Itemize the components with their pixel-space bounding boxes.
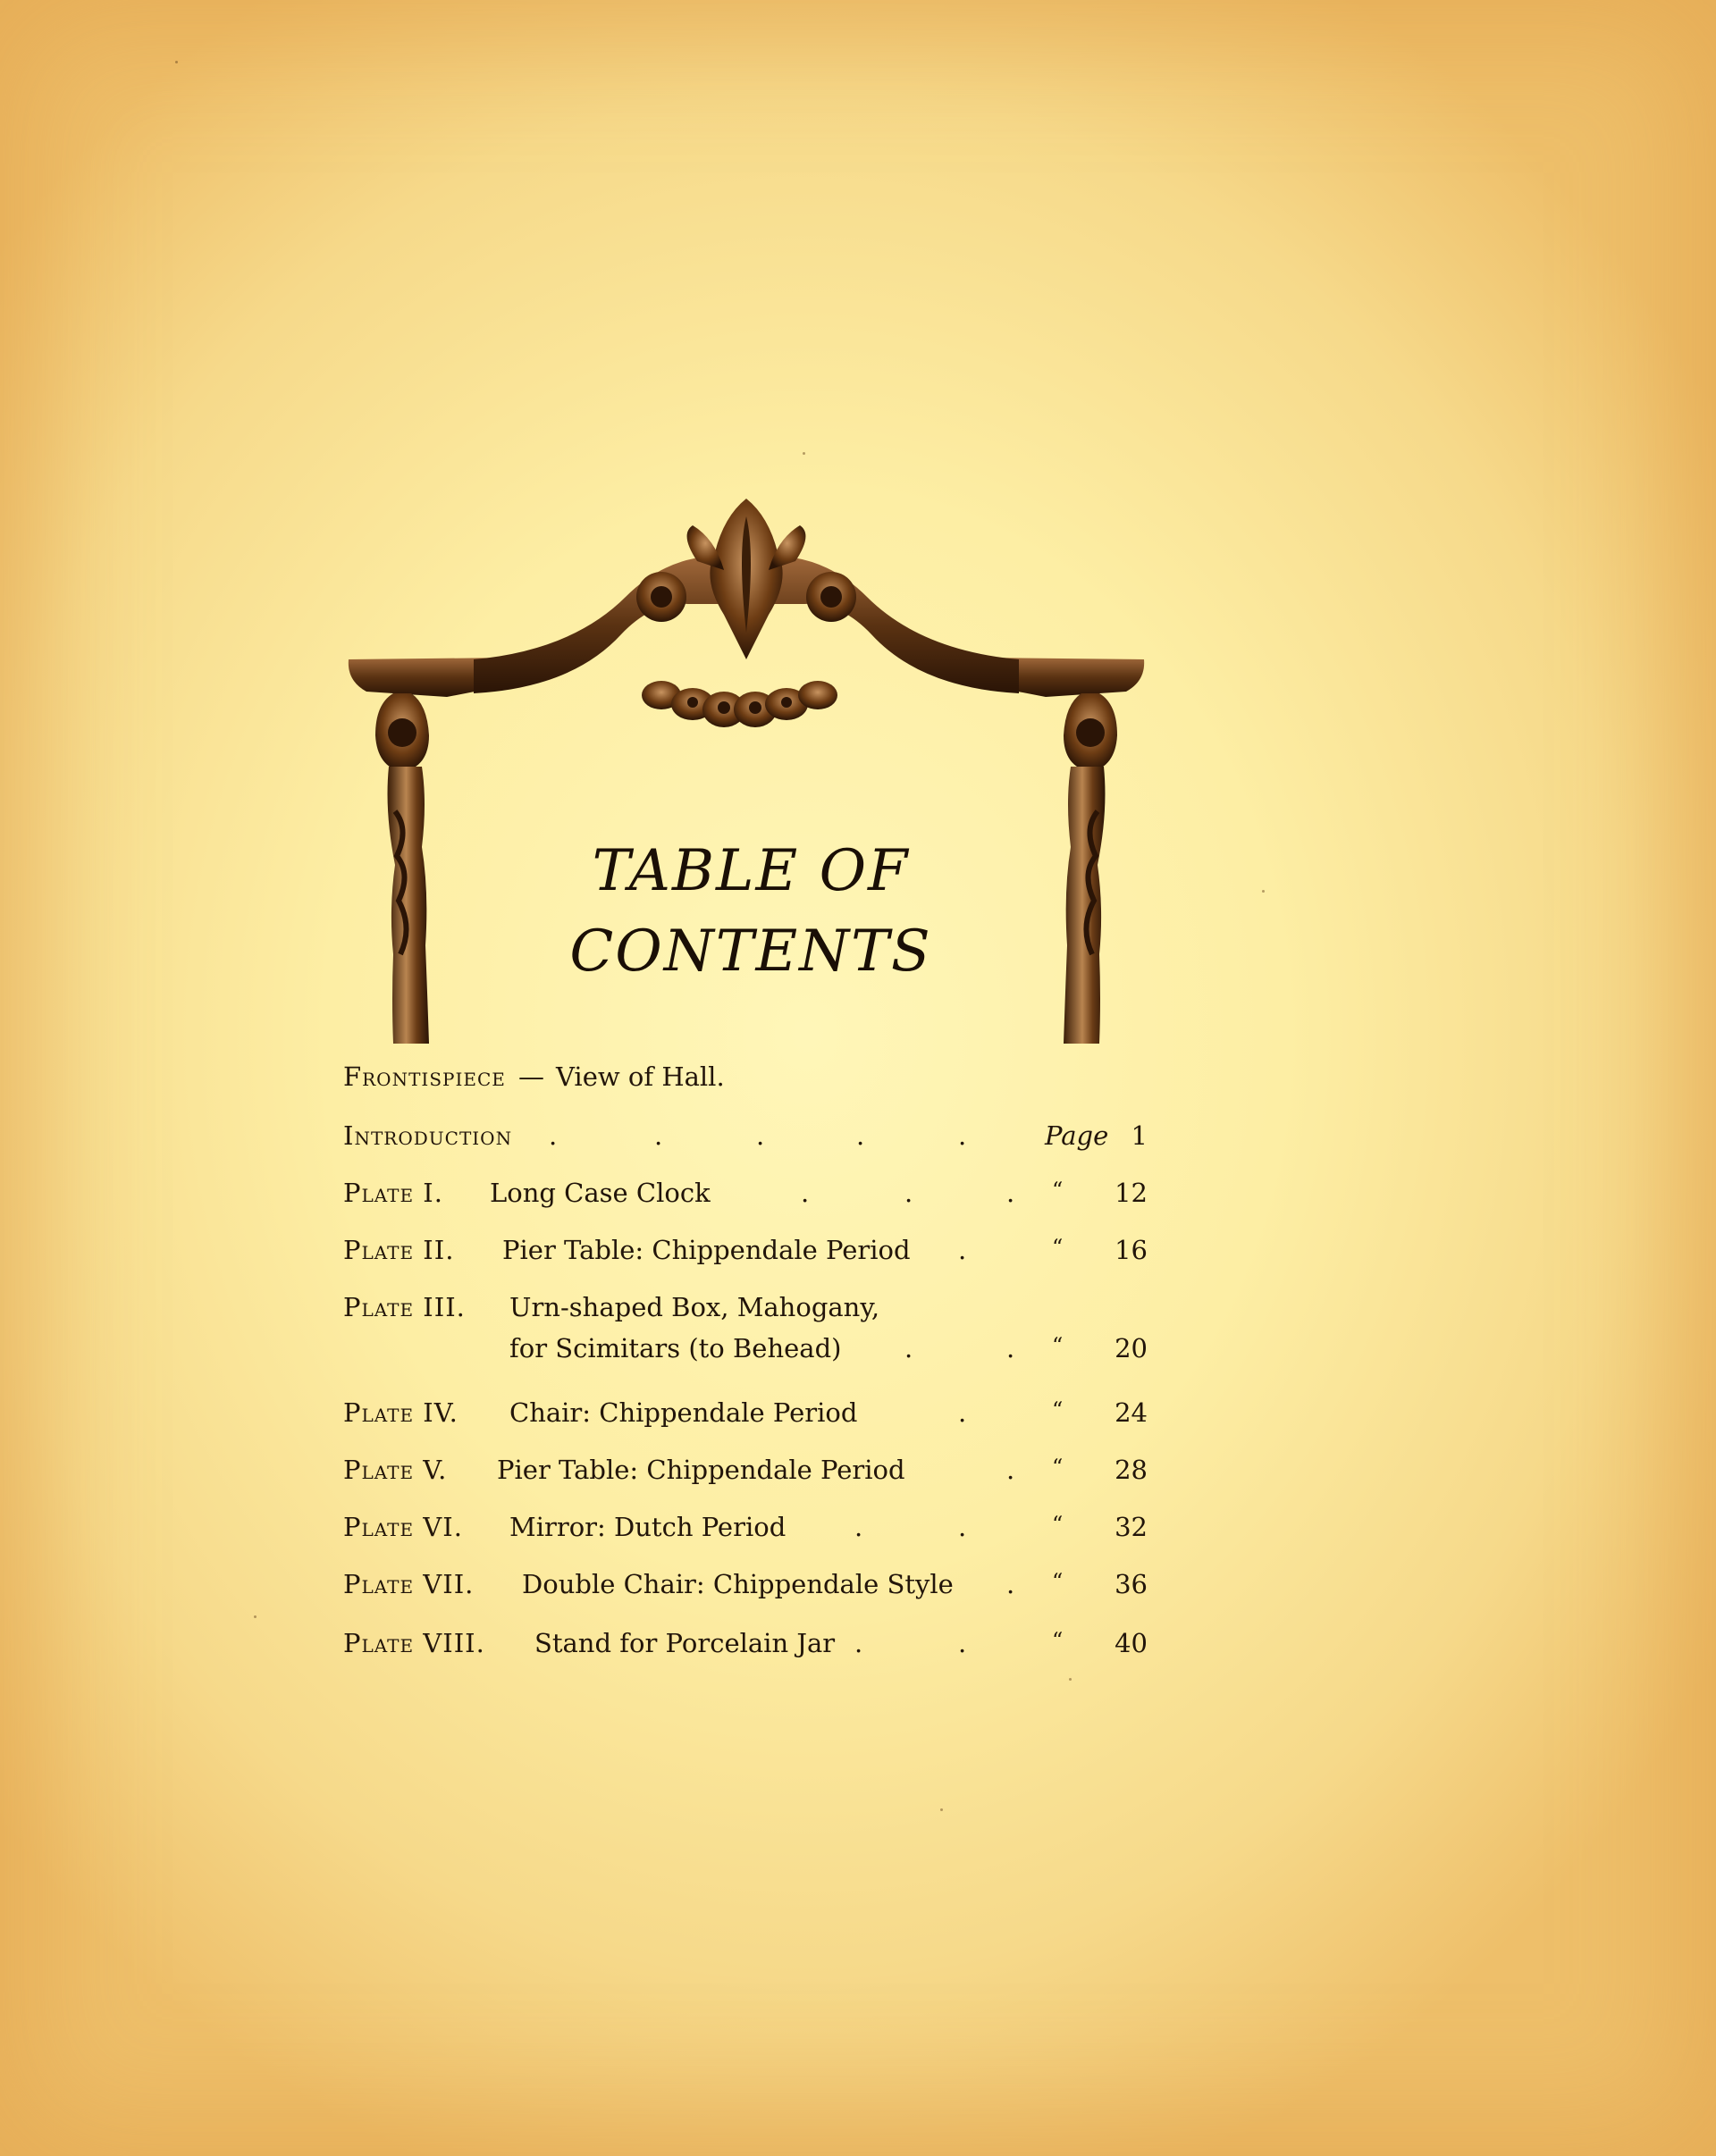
- entry-label: Plate IV.: [343, 1397, 458, 1428]
- toc-entry-plate: Plate VIII. Stand for Porcelain Jar . . “ 40: [343, 1628, 1148, 1658]
- entry-label: Plate V.: [343, 1455, 448, 1485]
- entry-title: Long Case Clock: [490, 1178, 711, 1208]
- entry-label: Frontispiece: [343, 1061, 506, 1092]
- title-line-1: TABLE OF: [592, 838, 910, 904]
- entry-dash: —: [518, 1061, 544, 1092]
- paper-speck: [1069, 1678, 1072, 1681]
- page-number: 32: [1115, 1512, 1148, 1542]
- paper-speck: [254, 1615, 257, 1618]
- page-number: 40: [1115, 1628, 1148, 1658]
- left-pilaster: [375, 693, 429, 1044]
- entry-title: Double Chair: Chippendale Style: [522, 1569, 954, 1599]
- entry-title: Stand for Porcelain Jar: [534, 1628, 836, 1658]
- flower-garland: [642, 681, 837, 727]
- entry-title-continuation: for Scimitars (to Behead): [509, 1333, 842, 1363]
- ditto-mark: “: [1052, 1397, 1064, 1422]
- paper-speck: [803, 452, 805, 455]
- page-title: [500, 831, 1001, 992]
- toc-entry-plate: Plate VII. Double Chair: Chippendale Style . “ 36: [343, 1569, 1148, 1599]
- page-number: 36: [1115, 1569, 1148, 1599]
- toc-entry-plate: Plate VI. Mirror: Dutch Period . . “ 32: [343, 1512, 1148, 1542]
- toc-entry-plate: Plate V. Pier Table: Chippendale Period . “ 28: [343, 1455, 1148, 1485]
- entry-title: View of Hall.: [556, 1061, 725, 1092]
- entry-label: Introduction: [343, 1120, 513, 1151]
- right-pilaster: [1064, 693, 1117, 1044]
- page-number: 1: [1131, 1120, 1148, 1151]
- toc-entry-frontispiece: [343, 1061, 1148, 1097]
- entry-title: Chair: Chippendale Period: [509, 1397, 858, 1428]
- entry-label: Plate VIII.: [343, 1628, 485, 1658]
- toc-entry-plate: Plate III. Urn-shaped Box, Mahogany, for Scimitars (to Behead) . . “ 20: [343, 1292, 1148, 1363]
- entry-title: Pier Table: Chippendale Period: [497, 1455, 905, 1485]
- paper-speck: [175, 61, 178, 63]
- paper-speck: [940, 1808, 943, 1811]
- title-line-2: CONTENTS: [569, 919, 932, 985]
- entry-label: Plate VII.: [343, 1569, 475, 1599]
- entry-label: Plate VI.: [343, 1512, 463, 1542]
- entry-title: Urn-shaped Box, Mahogany,: [509, 1292, 880, 1322]
- page-number: 28: [1115, 1455, 1148, 1485]
- ditto-mark: “: [1052, 1512, 1064, 1537]
- entry-label: Plate I.: [343, 1178, 443, 1208]
- ditto-mark: “: [1052, 1178, 1064, 1203]
- entry-title: Pier Table: Chippendale Period: [502, 1235, 911, 1265]
- toc-entry-plate: Plate II. Pier Table: Chippendale Period . “ 16: [343, 1235, 1148, 1265]
- toc-entry-plate: Plate I. Long Case Clock . . . “ 12: [343, 1178, 1148, 1208]
- ditto-mark: “: [1052, 1569, 1064, 1594]
- toc-entry-introduction: Introduction . . . . . Page 1: [343, 1120, 1148, 1151]
- ditto-mark: “: [1052, 1235, 1064, 1260]
- toc-entry-plate: Plate IV. Chair: Chippendale Period . “ 24: [343, 1397, 1148, 1428]
- entry-label: Plate III.: [343, 1292, 466, 1322]
- ditto-mark: “: [1052, 1333, 1064, 1358]
- entry-title: Mirror: Dutch Period: [509, 1512, 786, 1542]
- paper-speck: [1262, 890, 1265, 893]
- page-number: 12: [1115, 1178, 1148, 1208]
- page-number: 24: [1115, 1397, 1148, 1428]
- page-number: 20: [1115, 1333, 1148, 1363]
- ditto-mark: “: [1052, 1455, 1064, 1480]
- page-label: Page: [1045, 1120, 1109, 1151]
- entry-label: Plate II.: [343, 1235, 455, 1265]
- ditto-mark: “: [1052, 1628, 1064, 1653]
- page-number: 16: [1115, 1235, 1148, 1265]
